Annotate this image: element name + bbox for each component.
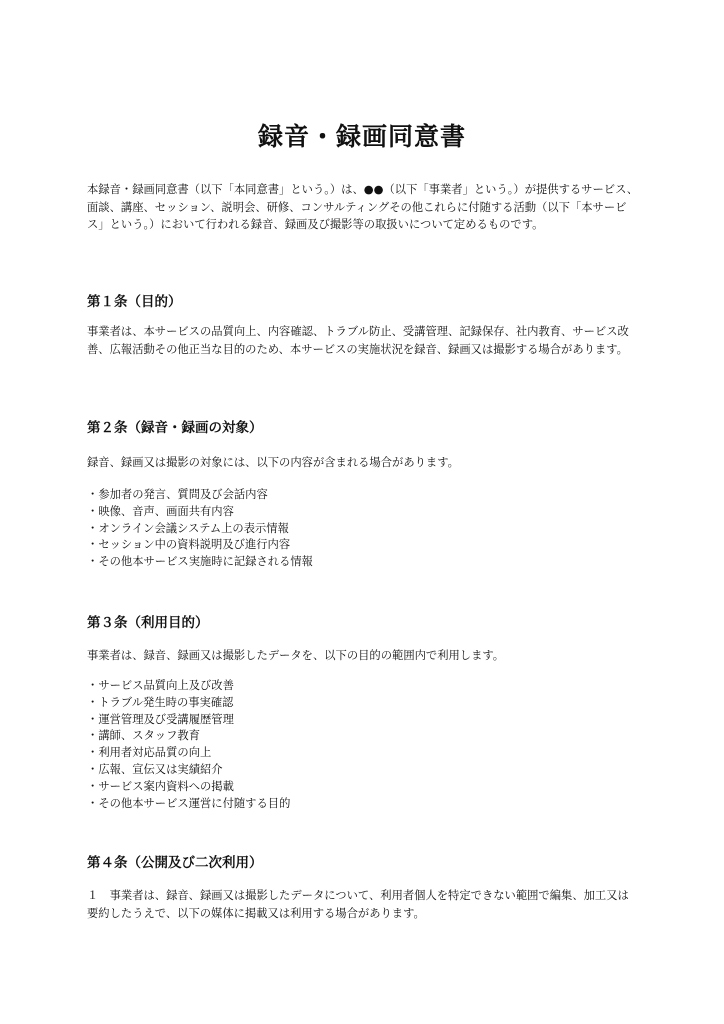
list-item: ・ その他本サービス実施時に記録される情報 <box>87 554 313 571</box>
article-4-body: １ 事業者は、録音、録画又は撮影したデータについて、利用者個人を特定できない範囲で編集、加工又は要約したうえで、以下の媒体に掲載又は利用する場合があります。 <box>87 889 629 920</box>
article-1-heading: 第１条（目的） <box>87 294 182 310</box>
list-item: ・ 広報、宣伝又は実績紹介 <box>87 762 290 779</box>
article-3-heading: 第３条（利用目的） <box>87 615 209 631</box>
list-item: ・ サービス品質向上及び改善 <box>87 678 290 695</box>
list-item: ・ 映像、音声、画面共有内容 <box>87 504 313 521</box>
article-4-heading: 第４条（公開及び二次利用） <box>87 855 263 871</box>
list-item: ・ 講師、スタッフ教育 <box>87 728 290 745</box>
article-1-body: 事業者は、本サービスの品質向上、内容確認、トラブル防止、受講管理、記録保存、社内教育、サービス改善、広報活動その他正当な目的のため、本サービスの実施状況を録音、録画又は撮影する場合があります。 <box>87 325 629 356</box>
article-2-body: 録音、録画又は撮影の対象には、以下の内容が含まれる場合があります。 <box>87 456 459 469</box>
list-item: ・ その他本サービス運営に付随する目的 <box>87 796 290 813</box>
article-3-body: 事業者は、録音、録画又は撮影したデータを、以下の目的の範囲内で利用します。 <box>87 649 505 662</box>
list-item: ・ セッション中の資料説明及び進行内容 <box>87 537 313 554</box>
list-item: ・ 参加者の発言、質問及び会話内容 <box>87 487 313 504</box>
list-item: ・ サービス案内資料への掲載 <box>87 779 290 796</box>
article-3-list <box>87 678 290 812</box>
list-item: ・ トラブル発生時の事実確認 <box>87 695 290 712</box>
article-2-heading: 第２条（録音・録画の対象） <box>87 420 263 436</box>
intro-paragraph: 本録音・録画同意書（以下「本同意書」という。）は、●●（以下「事業者」という。）が提供するサービス、面談、講座、セッション、説明会、研修、コンサルティングその他これらに付随する活動（以下「本サービス」という。）において行われる録音、録画及び撮影等の取扱いについて定めるものです。 <box>87 183 639 231</box>
list-item: ・ 利用者対応品質の向上 <box>87 745 290 762</box>
article-2-list <box>87 487 313 571</box>
list-item: ・ 運営管理及び受講履歴管理 <box>87 712 290 729</box>
document-title: 録音・録画同意書 <box>257 121 466 151</box>
list-item: ・ オンライン会議システム上の表示情報 <box>87 521 313 538</box>
